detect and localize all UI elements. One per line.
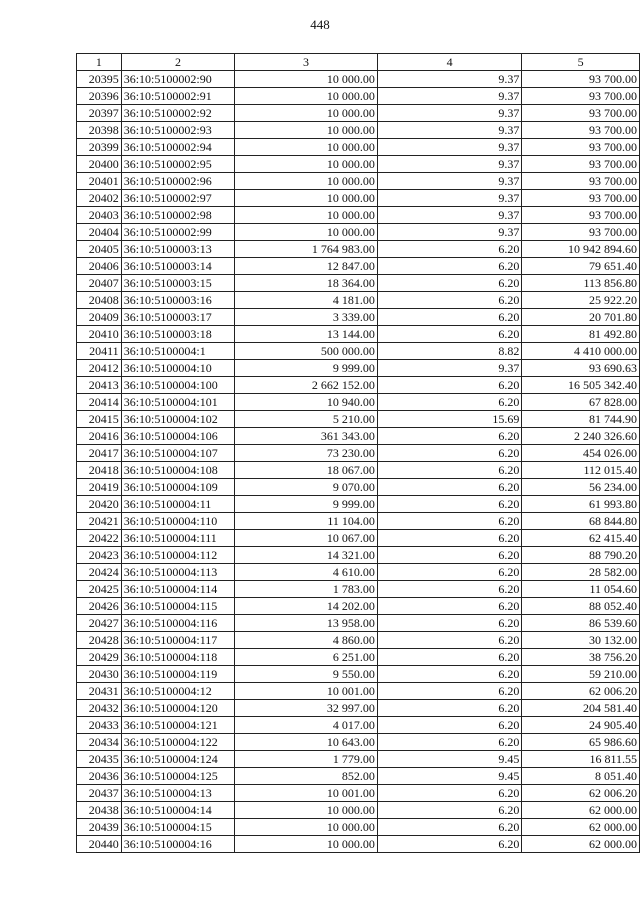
value-cell: 93 700.00 (522, 156, 640, 173)
cadastral-number-cell: 36:10:5100003:13 (121, 241, 235, 258)
value-cell: 4 410 000.00 (522, 343, 640, 360)
rate-cell: 6.20 (377, 479, 521, 496)
area-cell: 10 000.00 (235, 207, 378, 224)
rate-cell: 6.20 (377, 632, 521, 649)
data-table (76, 53, 640, 853)
table-row (77, 649, 640, 666)
rate-cell: 6.20 (377, 513, 521, 530)
rate-cell: 9.37 (377, 139, 521, 156)
rate-cell: 6.20 (377, 802, 521, 819)
value-cell: 113 856.80 (522, 275, 640, 292)
table-row (77, 173, 640, 190)
area-cell: 500 000.00 (235, 343, 378, 360)
rate-cell: 6.20 (377, 377, 521, 394)
rate-cell: 6.20 (377, 615, 521, 632)
area-cell: 14 202.00 (235, 598, 378, 615)
row-number-cell: 20416 (77, 428, 122, 445)
value-cell: 81 492.80 (522, 326, 640, 343)
rate-cell: 6.20 (377, 734, 521, 751)
rate-cell: 6.20 (377, 717, 521, 734)
value-cell: 56 234.00 (522, 479, 640, 496)
area-cell: 10 000.00 (235, 156, 378, 173)
area-cell: 4 017.00 (235, 717, 378, 734)
area-cell: 4 610.00 (235, 564, 378, 581)
rate-cell: 6.20 (377, 394, 521, 411)
table-row (77, 360, 640, 377)
rate-cell: 6.20 (377, 683, 521, 700)
row-number-cell: 20424 (77, 564, 122, 581)
row-number-cell: 20415 (77, 411, 122, 428)
cadastral-number-cell: 36:10:5100003:15 (121, 275, 235, 292)
value-cell: 86 539.60 (522, 615, 640, 632)
column-header-4: 4 (377, 54, 521, 71)
cadastral-number-cell: 36:10:5100002:91 (121, 88, 235, 105)
row-number-cell: 20427 (77, 615, 122, 632)
cadastral-number-cell: 36:10:5100004:115 (121, 598, 235, 615)
cadastral-number-cell: 36:10:5100004:101 (121, 394, 235, 411)
area-cell: 9 999.00 (235, 496, 378, 513)
table-row (77, 224, 640, 241)
row-number-cell: 20422 (77, 530, 122, 547)
row-number-cell: 20397 (77, 105, 122, 122)
row-number-cell: 20406 (77, 258, 122, 275)
value-cell: 62 006.20 (522, 683, 640, 700)
row-number-cell: 20417 (77, 445, 122, 462)
row-number-cell: 20414 (77, 394, 122, 411)
table-row (77, 683, 640, 700)
area-cell: 4 860.00 (235, 632, 378, 649)
value-cell: 30 132.00 (522, 632, 640, 649)
cadastral-number-cell: 36:10:5100004:12 (121, 683, 235, 700)
value-cell: 61 993.80 (522, 496, 640, 513)
area-cell: 10 001.00 (235, 785, 378, 802)
table-row (77, 462, 640, 479)
value-cell: 79 651.40 (522, 258, 640, 275)
value-cell: 112 015.40 (522, 462, 640, 479)
table-row (77, 836, 640, 853)
row-number-cell: 20433 (77, 717, 122, 734)
rate-cell: 9.45 (377, 768, 521, 785)
rate-cell: 9.37 (377, 207, 521, 224)
table-row (77, 717, 640, 734)
value-cell: 81 744.90 (522, 411, 640, 428)
rate-cell: 6.20 (377, 836, 521, 853)
cadastral-number-cell: 36:10:5100002:92 (121, 105, 235, 122)
row-number-cell: 20435 (77, 751, 122, 768)
area-cell: 10 000.00 (235, 122, 378, 139)
rate-cell: 15.69 (377, 411, 521, 428)
area-cell: 10 940.00 (235, 394, 378, 411)
cadastral-number-cell: 36:10:5100003:14 (121, 258, 235, 275)
cadastral-number-cell: 36:10:5100004:119 (121, 666, 235, 683)
value-cell: 8 051.40 (522, 768, 640, 785)
value-cell: 16 505 342.40 (522, 377, 640, 394)
area-cell: 3 339.00 (235, 309, 378, 326)
rate-cell: 9.37 (377, 173, 521, 190)
value-cell: 93 690.63 (522, 360, 640, 377)
area-cell: 4 181.00 (235, 292, 378, 309)
rate-cell: 6.20 (377, 547, 521, 564)
row-number-cell: 20402 (77, 190, 122, 207)
area-cell: 32 997.00 (235, 700, 378, 717)
row-number-cell: 20398 (77, 122, 122, 139)
value-cell: 62 000.00 (522, 819, 640, 836)
value-cell: 24 905.40 (522, 717, 640, 734)
cadastral-number-cell: 36:10:5100004:125 (121, 768, 235, 785)
rate-cell: 6.20 (377, 530, 521, 547)
rate-cell: 6.20 (377, 445, 521, 462)
row-number-cell: 20404 (77, 224, 122, 241)
row-number-cell: 20399 (77, 139, 122, 156)
rate-cell: 6.20 (377, 496, 521, 513)
table-row (77, 598, 640, 615)
area-cell: 10 000.00 (235, 190, 378, 207)
row-number-cell: 20396 (77, 88, 122, 105)
cadastral-number-cell: 36:10:5100003:18 (121, 326, 235, 343)
rate-cell: 8.82 (377, 343, 521, 360)
cadastral-number-cell: 36:10:5100004:14 (121, 802, 235, 819)
rate-cell: 6.20 (377, 785, 521, 802)
rate-cell: 6.20 (377, 241, 521, 258)
rate-cell: 9.37 (377, 88, 521, 105)
area-cell: 18 364.00 (235, 275, 378, 292)
cadastral-number-cell: 36:10:5100002:97 (121, 190, 235, 207)
table-row (77, 309, 640, 326)
area-cell: 10 000.00 (235, 836, 378, 853)
cadastral-number-cell: 36:10:5100002:99 (121, 224, 235, 241)
row-number-cell: 20410 (77, 326, 122, 343)
cadastral-number-cell: 36:10:5100003:17 (121, 309, 235, 326)
rate-cell: 6.20 (377, 326, 521, 343)
table-row (77, 71, 640, 88)
cadastral-number-cell: 36:10:5100004:118 (121, 649, 235, 666)
cadastral-number-cell: 36:10:5100004:107 (121, 445, 235, 462)
rate-cell: 9.37 (377, 224, 521, 241)
table-row (77, 428, 640, 445)
row-number-cell: 20418 (77, 462, 122, 479)
table-row (77, 156, 640, 173)
value-cell: 93 700.00 (522, 105, 640, 122)
table-row (77, 632, 640, 649)
area-cell: 73 230.00 (235, 445, 378, 462)
row-number-cell: 20440 (77, 836, 122, 853)
row-number-cell: 20403 (77, 207, 122, 224)
area-cell: 1 783.00 (235, 581, 378, 598)
row-number-cell: 20434 (77, 734, 122, 751)
table-row (77, 530, 640, 547)
rate-cell: 6.20 (377, 258, 521, 275)
value-cell: 93 700.00 (522, 207, 640, 224)
area-cell: 10 001.00 (235, 683, 378, 700)
cadastral-number-cell: 36:10:5100004:1 (121, 343, 235, 360)
cadastral-number-cell: 36:10:5100004:110 (121, 513, 235, 530)
rate-cell: 6.20 (377, 292, 521, 309)
value-cell: 454 026.00 (522, 445, 640, 462)
value-cell: 204 581.40 (522, 700, 640, 717)
table-row (77, 547, 640, 564)
table-row (77, 445, 640, 462)
row-number-cell: 20419 (77, 479, 122, 496)
value-cell: 62 415.40 (522, 530, 640, 547)
table-row (77, 666, 640, 683)
cadastral-number-cell: 36:10:5100004:13 (121, 785, 235, 802)
cadastral-number-cell: 36:10:5100004:106 (121, 428, 235, 445)
rate-cell: 6.20 (377, 649, 521, 666)
value-cell: 10 942 894.60 (522, 241, 640, 258)
table-row (77, 241, 640, 258)
value-cell: 93 700.00 (522, 224, 640, 241)
value-cell: 68 844.80 (522, 513, 640, 530)
table-row (77, 275, 640, 292)
rate-cell: 6.20 (377, 598, 521, 615)
table-row (77, 785, 640, 802)
cadastral-number-cell: 36:10:5100003:16 (121, 292, 235, 309)
area-cell: 9 550.00 (235, 666, 378, 683)
cadastral-number-cell: 36:10:5100002:98 (121, 207, 235, 224)
value-cell: 38 756.20 (522, 649, 640, 666)
row-number-cell: 20411 (77, 343, 122, 360)
area-cell: 10 643.00 (235, 734, 378, 751)
table-row (77, 377, 640, 394)
row-number-cell: 20409 (77, 309, 122, 326)
area-cell: 1 779.00 (235, 751, 378, 768)
value-cell: 62 006.20 (522, 785, 640, 802)
cadastral-number-cell: 36:10:5100004:16 (121, 836, 235, 853)
table-row (77, 496, 640, 513)
area-cell: 11 104.00 (235, 513, 378, 530)
value-cell: 65 986.60 (522, 734, 640, 751)
table-row (77, 190, 640, 207)
cadastral-number-cell: 36:10:5100004:113 (121, 564, 235, 581)
rate-cell: 6.20 (377, 819, 521, 836)
cadastral-number-cell: 36:10:5100004:117 (121, 632, 235, 649)
row-number-cell: 20428 (77, 632, 122, 649)
cadastral-number-cell: 36:10:5100004:100 (121, 377, 235, 394)
value-cell: 67 828.00 (522, 394, 640, 411)
rate-cell: 6.20 (377, 700, 521, 717)
table-row (77, 564, 640, 581)
row-number-cell: 20438 (77, 802, 122, 819)
column-header-5: 5 (522, 54, 640, 71)
row-number-cell: 20413 (77, 377, 122, 394)
value-cell: 93 700.00 (522, 190, 640, 207)
rate-cell: 6.20 (377, 564, 521, 581)
value-cell: 88 052.40 (522, 598, 640, 615)
table-row (77, 615, 640, 632)
value-cell: 93 700.00 (522, 88, 640, 105)
rate-cell: 9.37 (377, 360, 521, 377)
rate-cell: 9.37 (377, 190, 521, 207)
table-header-row (77, 54, 640, 71)
area-cell: 2 662 152.00 (235, 377, 378, 394)
row-number-cell: 20395 (77, 71, 122, 88)
rate-cell: 6.20 (377, 428, 521, 445)
area-cell: 13 958.00 (235, 615, 378, 632)
row-number-cell: 20425 (77, 581, 122, 598)
cadastral-number-cell: 36:10:5100004:114 (121, 581, 235, 598)
row-number-cell: 20426 (77, 598, 122, 615)
table-row (77, 479, 640, 496)
cadastral-number-cell: 36:10:5100004:11 (121, 496, 235, 513)
area-cell: 5 210.00 (235, 411, 378, 428)
row-number-cell: 20436 (77, 768, 122, 785)
area-cell: 10 000.00 (235, 71, 378, 88)
table-row (77, 802, 640, 819)
value-cell: 62 000.00 (522, 836, 640, 853)
table-row (77, 139, 640, 156)
cadastral-number-cell: 36:10:5100004:15 (121, 819, 235, 836)
area-cell: 10 000.00 (235, 802, 378, 819)
area-cell: 10 000.00 (235, 139, 378, 156)
value-cell: 16 811.55 (522, 751, 640, 768)
table-row (77, 326, 640, 343)
row-number-cell: 20432 (77, 700, 122, 717)
cadastral-number-cell: 36:10:5100004:120 (121, 700, 235, 717)
area-cell: 361 343.00 (235, 428, 378, 445)
cadastral-number-cell: 36:10:5100004:122 (121, 734, 235, 751)
cadastral-number-cell: 36:10:5100002:96 (121, 173, 235, 190)
table-row (77, 105, 640, 122)
table-row (77, 734, 640, 751)
value-cell: 93 700.00 (522, 71, 640, 88)
row-number-cell: 20421 (77, 513, 122, 530)
value-cell: 20 701.80 (522, 309, 640, 326)
value-cell: 11 054.60 (522, 581, 640, 598)
table-row (77, 751, 640, 768)
table-row (77, 768, 640, 785)
row-number-cell: 20431 (77, 683, 122, 700)
value-cell: 93 700.00 (522, 139, 640, 156)
value-cell: 2 240 326.60 (522, 428, 640, 445)
table-row (77, 700, 640, 717)
cadastral-number-cell: 36:10:5100004:10 (121, 360, 235, 377)
area-cell: 9 999.00 (235, 360, 378, 377)
value-cell: 93 700.00 (522, 122, 640, 139)
value-cell: 28 582.00 (522, 564, 640, 581)
value-cell: 25 922.20 (522, 292, 640, 309)
value-cell: 93 700.00 (522, 173, 640, 190)
value-cell: 88 790.20 (522, 547, 640, 564)
table-row (77, 258, 640, 275)
table-row (77, 394, 640, 411)
cadastral-number-cell: 36:10:5100004:108 (121, 462, 235, 479)
row-number-cell: 20401 (77, 173, 122, 190)
rate-cell: 9.37 (377, 105, 521, 122)
area-cell: 13 144.00 (235, 326, 378, 343)
page-number: 448 (310, 17, 330, 32)
row-number-cell: 20408 (77, 292, 122, 309)
row-number-cell: 20429 (77, 649, 122, 666)
row-number-cell: 20423 (77, 547, 122, 564)
area-cell: 18 067.00 (235, 462, 378, 479)
area-cell: 852.00 (235, 768, 378, 785)
cadastral-number-cell: 36:10:5100002:93 (121, 122, 235, 139)
cadastral-number-cell: 36:10:5100002:95 (121, 156, 235, 173)
row-number-cell: 20407 (77, 275, 122, 292)
cadastral-number-cell: 36:10:5100004:111 (121, 530, 235, 547)
table-row (77, 343, 640, 360)
table-row (77, 292, 640, 309)
table-body (77, 54, 640, 853)
cadastral-number-cell: 36:10:5100004:121 (121, 717, 235, 734)
table-row (77, 207, 640, 224)
table-row (77, 88, 640, 105)
value-cell: 59 210.00 (522, 666, 640, 683)
column-header-2: 2 (121, 54, 235, 71)
table-row (77, 513, 640, 530)
area-cell: 10 000.00 (235, 173, 378, 190)
rate-cell: 6.20 (377, 666, 521, 683)
area-cell: 1 764 983.00 (235, 241, 378, 258)
area-cell: 10 000.00 (235, 819, 378, 836)
row-number-cell: 20420 (77, 496, 122, 513)
area-cell: 10 000.00 (235, 105, 378, 122)
area-cell: 9 070.00 (235, 479, 378, 496)
cadastral-number-cell: 36:10:5100004:102 (121, 411, 235, 428)
area-cell: 12 847.00 (235, 258, 378, 275)
cadastral-number-cell: 36:10:5100004:112 (121, 547, 235, 564)
cadastral-number-cell: 36:10:5100004:124 (121, 751, 235, 768)
area-cell: 14 321.00 (235, 547, 378, 564)
value-cell: 62 000.00 (522, 802, 640, 819)
table-row (77, 122, 640, 139)
cadastral-number-cell: 36:10:5100002:90 (121, 71, 235, 88)
rate-cell: 9.37 (377, 156, 521, 173)
column-header-1: 1 (77, 54, 122, 71)
rate-cell: 9.45 (377, 751, 521, 768)
rate-cell: 9.37 (377, 71, 521, 88)
row-number-cell: 20439 (77, 819, 122, 836)
table-row (77, 581, 640, 598)
area-cell: 10 067.00 (235, 530, 378, 547)
rate-cell: 6.20 (377, 462, 521, 479)
rate-cell: 6.20 (377, 275, 521, 292)
rate-cell: 9.37 (377, 122, 521, 139)
rate-cell: 6.20 (377, 309, 521, 326)
row-number-cell: 20430 (77, 666, 122, 683)
cadastral-number-cell: 36:10:5100004:116 (121, 615, 235, 632)
row-number-cell: 20405 (77, 241, 122, 258)
table-row (77, 819, 640, 836)
area-cell: 10 000.00 (235, 224, 378, 241)
area-cell: 10 000.00 (235, 88, 378, 105)
table-row (77, 411, 640, 428)
cadastral-number-cell: 36:10:5100002:94 (121, 139, 235, 156)
row-number-cell: 20400 (77, 156, 122, 173)
area-cell: 6 251.00 (235, 649, 378, 666)
row-number-cell: 20412 (77, 360, 122, 377)
column-header-3: 3 (235, 54, 378, 71)
row-number-cell: 20437 (77, 785, 122, 802)
rate-cell: 6.20 (377, 581, 521, 598)
cadastral-number-cell: 36:10:5100004:109 (121, 479, 235, 496)
